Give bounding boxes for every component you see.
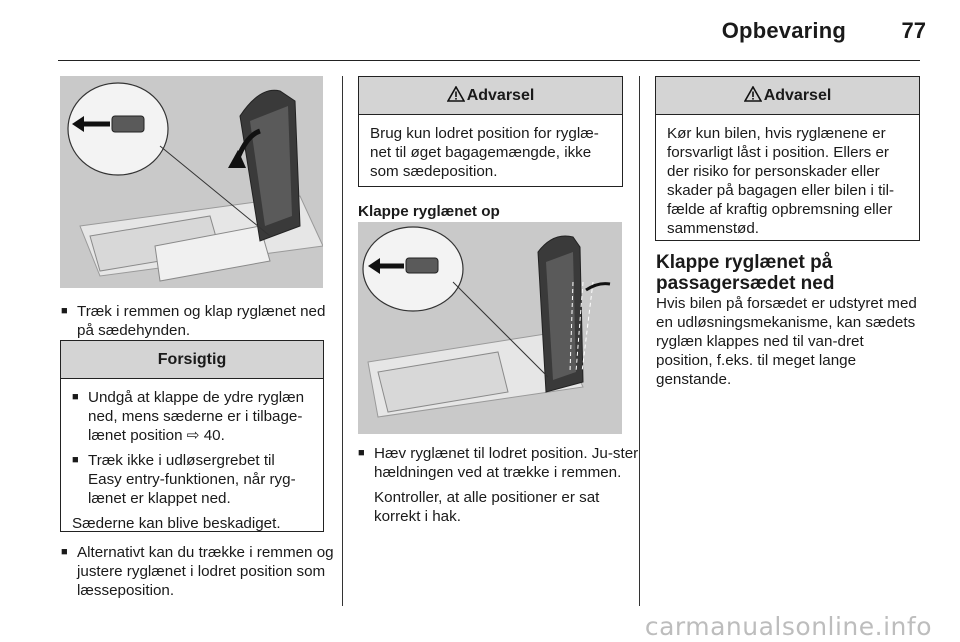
warning-box xyxy=(655,76,920,241)
section-text: Hvis bilen på forsædet er udstyret med en udløsningsmekanisme, kan sædets ryglæn klappes ned til van-dret position, f.eks. til meget lange genstande. xyxy=(656,295,917,388)
instruction-text: ■ Træk i remmen og klap ryglænet ned på sædehynden. xyxy=(77,303,326,339)
caution-body xyxy=(61,379,323,542)
caution-title: Forsigtig xyxy=(61,341,323,379)
instruction-bullet xyxy=(358,444,640,526)
warning-title: Advarsel xyxy=(466,87,535,104)
warning-header xyxy=(656,77,919,115)
seat-illustration xyxy=(358,222,622,434)
caution-footer: Sæderne kan blive beskadiget. xyxy=(72,515,281,532)
instruction-bullet xyxy=(61,302,339,340)
instruction-text: ■ Alternativt kan du trække i remmen og justere ryglænet i lodret position som læsseposition. xyxy=(77,544,334,599)
caution-item: ■ Træk ikke i udløsergrebet til Easy entry-funktionen, når ryg-lænet er klappet ned. xyxy=(72,451,312,508)
warning-text: Kør kun bilen, hvis ryglænene er forsvarligt låst i position. Ellers er der risiko for personskader eller skader på bagagen eller bilen i til-fælde af kraftig opbremsning eller sammenstød. xyxy=(667,125,895,237)
caution-box xyxy=(60,340,324,532)
warning-title: Advarsel xyxy=(763,87,832,104)
watermark: carmanualsonline.info xyxy=(644,612,932,641)
instruction-text: Kontroller, at alle positioner er sat korrekt i hak. xyxy=(374,489,600,525)
seat-fold-down-figure xyxy=(60,76,323,288)
instruction-text: ■ Hæv ryglænet til lodret position. Ju-ster hældningen ved at trække i remmen. xyxy=(374,445,639,481)
page-title: Opbevaring xyxy=(721,18,846,43)
warning-triangle-icon xyxy=(744,86,762,102)
column-divider-1 xyxy=(342,76,343,606)
section-heading: Klappe ryglænet på passagersædet ned xyxy=(656,252,835,294)
warning-text: Brug kun lodret position for ryglæ-net til øget bagagemængde, ikke som sædeposition. xyxy=(370,125,599,180)
warning-box xyxy=(358,76,623,187)
section-subheading: Klappe ryglænet op xyxy=(358,203,500,220)
warning-header xyxy=(359,77,622,115)
page-number: 77 xyxy=(901,18,926,43)
seat-raise-figure xyxy=(358,222,622,434)
column-divider-2 xyxy=(639,76,640,606)
seat-illustration xyxy=(60,76,323,288)
header-rule xyxy=(58,60,920,61)
instruction-bullet xyxy=(61,543,343,600)
warning-triangle-icon xyxy=(447,86,465,102)
caution-item: ■ Undgå at klappe de ydre ryglæn ned, mens sæderne er i tilbage-lænet position ⇨ 40. xyxy=(72,388,312,445)
